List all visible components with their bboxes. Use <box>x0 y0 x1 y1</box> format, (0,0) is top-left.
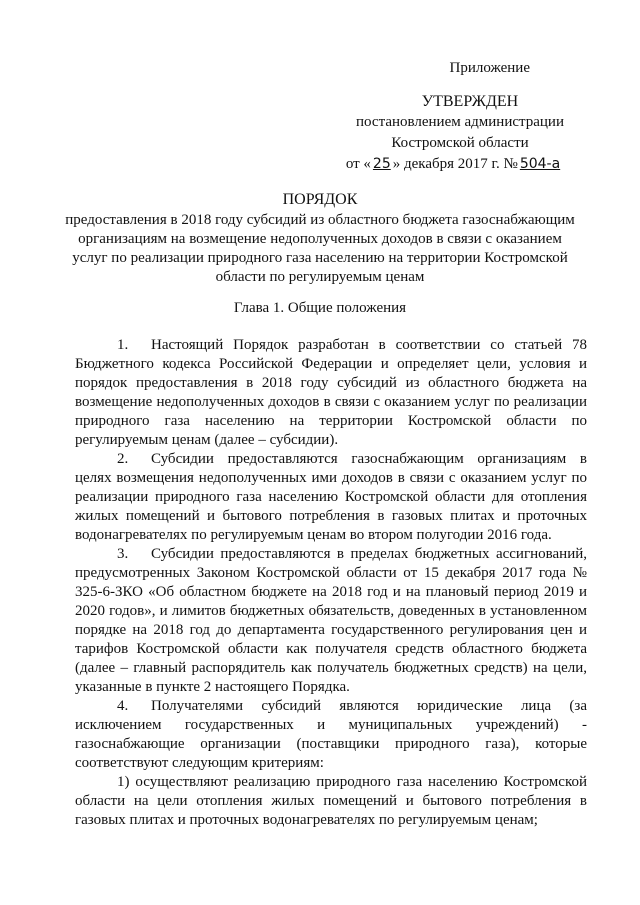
paragraph <box>75 336 587 450</box>
document-subtitle: предоставления в 2018 году субсидий из областного бюджета газоснабжающим организациям на возмещение недополученных доходов в связи с оказанием услуг по реализации природного газа населению на территории Костромской области по регулируемым ценам <box>65 212 575 285</box>
document-title: ПОРЯДОК <box>282 191 358 208</box>
decree-number: 504-а <box>519 156 561 172</box>
approval-line-2: Костромской области <box>391 135 529 151</box>
subitem: 1) осуществляют реализацию природного газа населению Костромской области на цели отопления жилых помещений и бытового потребления в газовых плитах и проточных водонагревателях по регулируемым ценам; <box>75 774 587 828</box>
paragraph-number: 4. <box>117 698 129 714</box>
date-month: » декабря <box>392 156 455 172</box>
paragraph-number: 1. <box>117 337 129 353</box>
paragraph <box>75 545 587 697</box>
paragraph-text: Настоящий Порядок разработан в соответствии со статьей 78 Бюджетного кодекса Российской Федерации и определяет цели, условия и порядок предоставления в 2018 году субсидий из областного бюджета на возмещение недополученных доходов в связи с оказанием услуг по реализации природного газа населению на территории Костромской области по регулируемым ценам (далее – субсидии). <box>75 337 587 448</box>
date-prefix: от « <box>345 156 371 172</box>
chapter-heading: Глава 1. Общие положения <box>233 300 407 316</box>
paragraph <box>75 697 587 773</box>
paragraph-number: 3. <box>117 546 129 562</box>
approval-line-1: постановлением администрации <box>356 114 564 130</box>
paragraph-text: Получателями субсидий являются юридические лица (за исключением государственных и муниципальных учреждений) - газоснабжающие организации (поставщики природного газа), которые соответствуют следующим критериям: <box>75 698 587 771</box>
paragraph-number: 2. <box>117 451 129 467</box>
paragraph-text: Субсидии предоставляются газоснабжающим организациям в целях возмещения недополученных ими доходов в связи с оказанием услуг по реализации природного газа населению Костромской области для отопления жилых помещений и бытового потребления в газовых плитах и проточных водонагревателях по регулируемым ценам во втором полугодии 2016 года. <box>75 451 587 543</box>
paragraph <box>75 450 587 545</box>
date-suffix: 2017 г. № <box>457 156 518 172</box>
appendix-label: Приложение <box>449 60 530 76</box>
approval-stamp <box>330 58 590 175</box>
approved-label: УТВЕРЖДЕН <box>421 93 519 110</box>
document-title-block <box>60 190 580 287</box>
paragraph-text: Субсидии предоставляются в пределах бюджетных ассигнований, предусмотренных Законом Костромской области от 15 декабря 2017 года № 325-6-ЗКО «Об областном бюджете на 2018 год и на плановый период 2019 и 2020 годов», и лимитов бюджетных обязательств, доведенных в установленном порядке на 2018 год до департамента государственного регулирования цен и тарифов Костромской области как получателя средств областного бюджета (далее – главный распорядитель как получатель бюджетных средств) на цели, указанные в пункте 2 настоящего Порядка. <box>75 546 587 695</box>
decree-date-line <box>318 154 590 175</box>
document-body <box>75 336 587 830</box>
date-day: 25 <box>372 156 391 172</box>
